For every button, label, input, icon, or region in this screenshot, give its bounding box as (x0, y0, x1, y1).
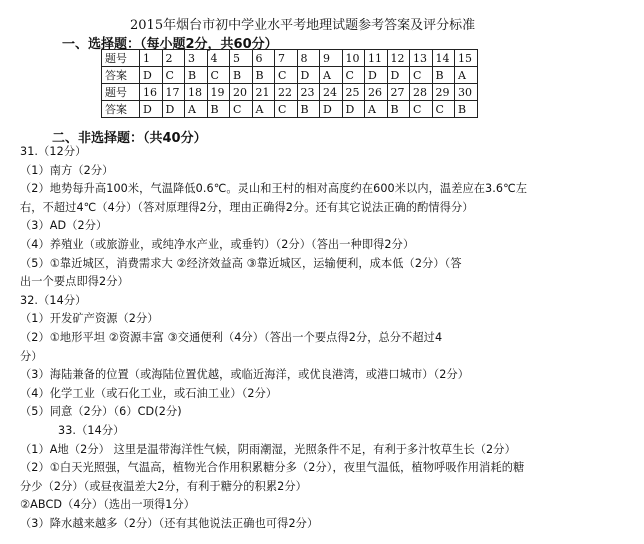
table-cell: 23 (297, 84, 320, 101)
table-cell: B (230, 67, 253, 84)
table-cell: B (252, 67, 275, 84)
table-cell: 1 (140, 50, 163, 67)
table-cell: C (410, 101, 433, 118)
table-cell: 19 (207, 84, 230, 101)
answer-line: （3）AD（2分） (20, 219, 108, 233)
table-cell: D (162, 101, 185, 118)
table-cell: D (320, 101, 343, 118)
table-cell: 10 (342, 50, 365, 67)
answer-line: （1）A地（2分） 这里是温带海洋性气候，阴雨潮湿，光照条件不足，有利于多汁牧草生长（2分） (20, 442, 516, 456)
table-cell: 27 (387, 84, 410, 101)
table-cell: 18 (185, 84, 208, 101)
table-cell: 30 (455, 84, 478, 101)
table-cell: 25 (342, 84, 365, 101)
table-cell: A (252, 101, 275, 118)
table-cell: 21 (252, 84, 275, 101)
table-cell: 15 (455, 50, 478, 67)
answer-line: （2）地势每升高100米，气温降低0.6℃。灵山和王村的相对高度约在600米以内，温差应在3.6℃左 (20, 182, 528, 196)
table-cell: 4 (207, 50, 230, 67)
answer-line: （1）开发矿产资源（2分） (20, 312, 159, 326)
answer-line: （1）南方（2分） (20, 163, 114, 177)
page-title: 2015年烟台市初中学业水平考地理试题参考答案及评分标准 (130, 18, 476, 33)
table-cell: C (162, 67, 185, 84)
table-cell: D (342, 101, 365, 118)
table-row-header: 题号 (102, 50, 140, 67)
table-cell: 14 (432, 50, 455, 67)
answer-table-row (102, 101, 478, 118)
answer-line: （3）海陆兼备的位置（或海陆位置优越，或临近海洋，或优良港湾，或港口城市）（2分） (20, 368, 470, 382)
table-cell: A (185, 101, 208, 118)
table-cell: B (387, 101, 410, 118)
answer-line: （5）①靠近城区，消费需求大 ②经济效益高 ③靠近城区，运输便利，成本低（2分）（答 (20, 256, 462, 270)
answer-line: 出一个要点即得2分） (20, 275, 129, 289)
table-cell: 13 (410, 50, 433, 67)
table-cell: 17 (162, 84, 185, 101)
table-cell: C (275, 67, 298, 84)
section-multiple-choice-heading: 一、选择题：（每小题2分，共60分） (62, 37, 278, 52)
table-cell: 16 (140, 84, 163, 101)
table-row-header: 答案 (102, 101, 140, 118)
table-cell: 8 (297, 50, 320, 67)
table-cell: C (432, 101, 455, 118)
table-row-header: 题号 (102, 84, 140, 101)
table-cell: C (207, 67, 230, 84)
answer-line: （4）养殖业（或旅游业，或纯净水产业，或垂钓）（2分）（答出一种即得2分） (20, 237, 415, 251)
table-cell: A (320, 67, 343, 84)
answer-line: ②ABCD（4分）（选出一项得1分） (20, 498, 196, 512)
section-non-choice-heading: 二、非选择题：（共40分） (52, 131, 207, 146)
table-cell: 12 (387, 50, 410, 67)
table-cell: D (140, 67, 163, 84)
table-row-header: 答案 (102, 67, 140, 84)
table-cell: 28 (410, 84, 433, 101)
table-cell: A (455, 67, 478, 84)
table-cell: 3 (185, 50, 208, 67)
table-cell: B (297, 101, 320, 118)
table-cell: 5 (230, 50, 253, 67)
table-cell: 2 (162, 50, 185, 67)
answer-line: 分） (20, 349, 43, 363)
table-cell: 7 (275, 50, 298, 67)
answer-line: （5）同意（2分）（6）CD(2分) (20, 405, 182, 419)
table-cell: 9 (320, 50, 343, 67)
answer-body (20, 143, 632, 533)
table-cell: B (185, 67, 208, 84)
table-cell: D (140, 101, 163, 118)
answer-line: 分少（2分）（或昼夜温差大2分，有利于糖分的积累2分） (20, 479, 307, 493)
answer-line: （2）①地形平坦 ②资源丰富 ③交通便利（4分）（答出一个要点得2分，总分不超过4 (20, 330, 443, 344)
answer-table-row (102, 67, 478, 84)
answer-line: （3）降水越来越多（2分）（还有其他说法正确也可得2分） (20, 516, 319, 530)
answer-table-row (102, 50, 478, 67)
answer-table (101, 49, 478, 118)
answer-line: 31.（12分） (20, 145, 87, 158)
table-cell: C (410, 67, 433, 84)
table-cell: 24 (320, 84, 343, 101)
table-cell: D (297, 67, 320, 84)
answer-line: （4）化学工业（或石化工业，或石油工业）（2分） (20, 386, 278, 400)
table-cell: C (342, 67, 365, 84)
answer-line: 右，不超过4℃（4分）（答对原理得2分，理由正确得2分。还有其它说法正确的酌情得分） (20, 200, 474, 214)
table-cell: 20 (230, 84, 253, 101)
answer-line: 32.（14分） (20, 293, 87, 307)
table-cell: A (365, 101, 388, 118)
table-cell: B (207, 101, 230, 118)
table-cell: B (432, 67, 455, 84)
table-cell: 26 (365, 84, 388, 101)
table-cell: 29 (432, 84, 455, 101)
table-cell: D (387, 67, 410, 84)
answer-table-row (102, 84, 478, 101)
table-cell: 22 (275, 84, 298, 101)
table-cell: C (275, 101, 298, 118)
answer-line: （2）①白天光照强，气温高，植物光合作用积累糖分多（2分），夜里气温低，植物呼吸作用消耗的糖 (20, 461, 525, 475)
table-cell: 11 (365, 50, 388, 67)
table-cell: B (455, 101, 478, 118)
table-cell: D (365, 67, 388, 84)
answer-line: 33.（14分） (58, 423, 125, 437)
table-cell: C (230, 101, 253, 118)
table-cell: 6 (252, 50, 275, 67)
